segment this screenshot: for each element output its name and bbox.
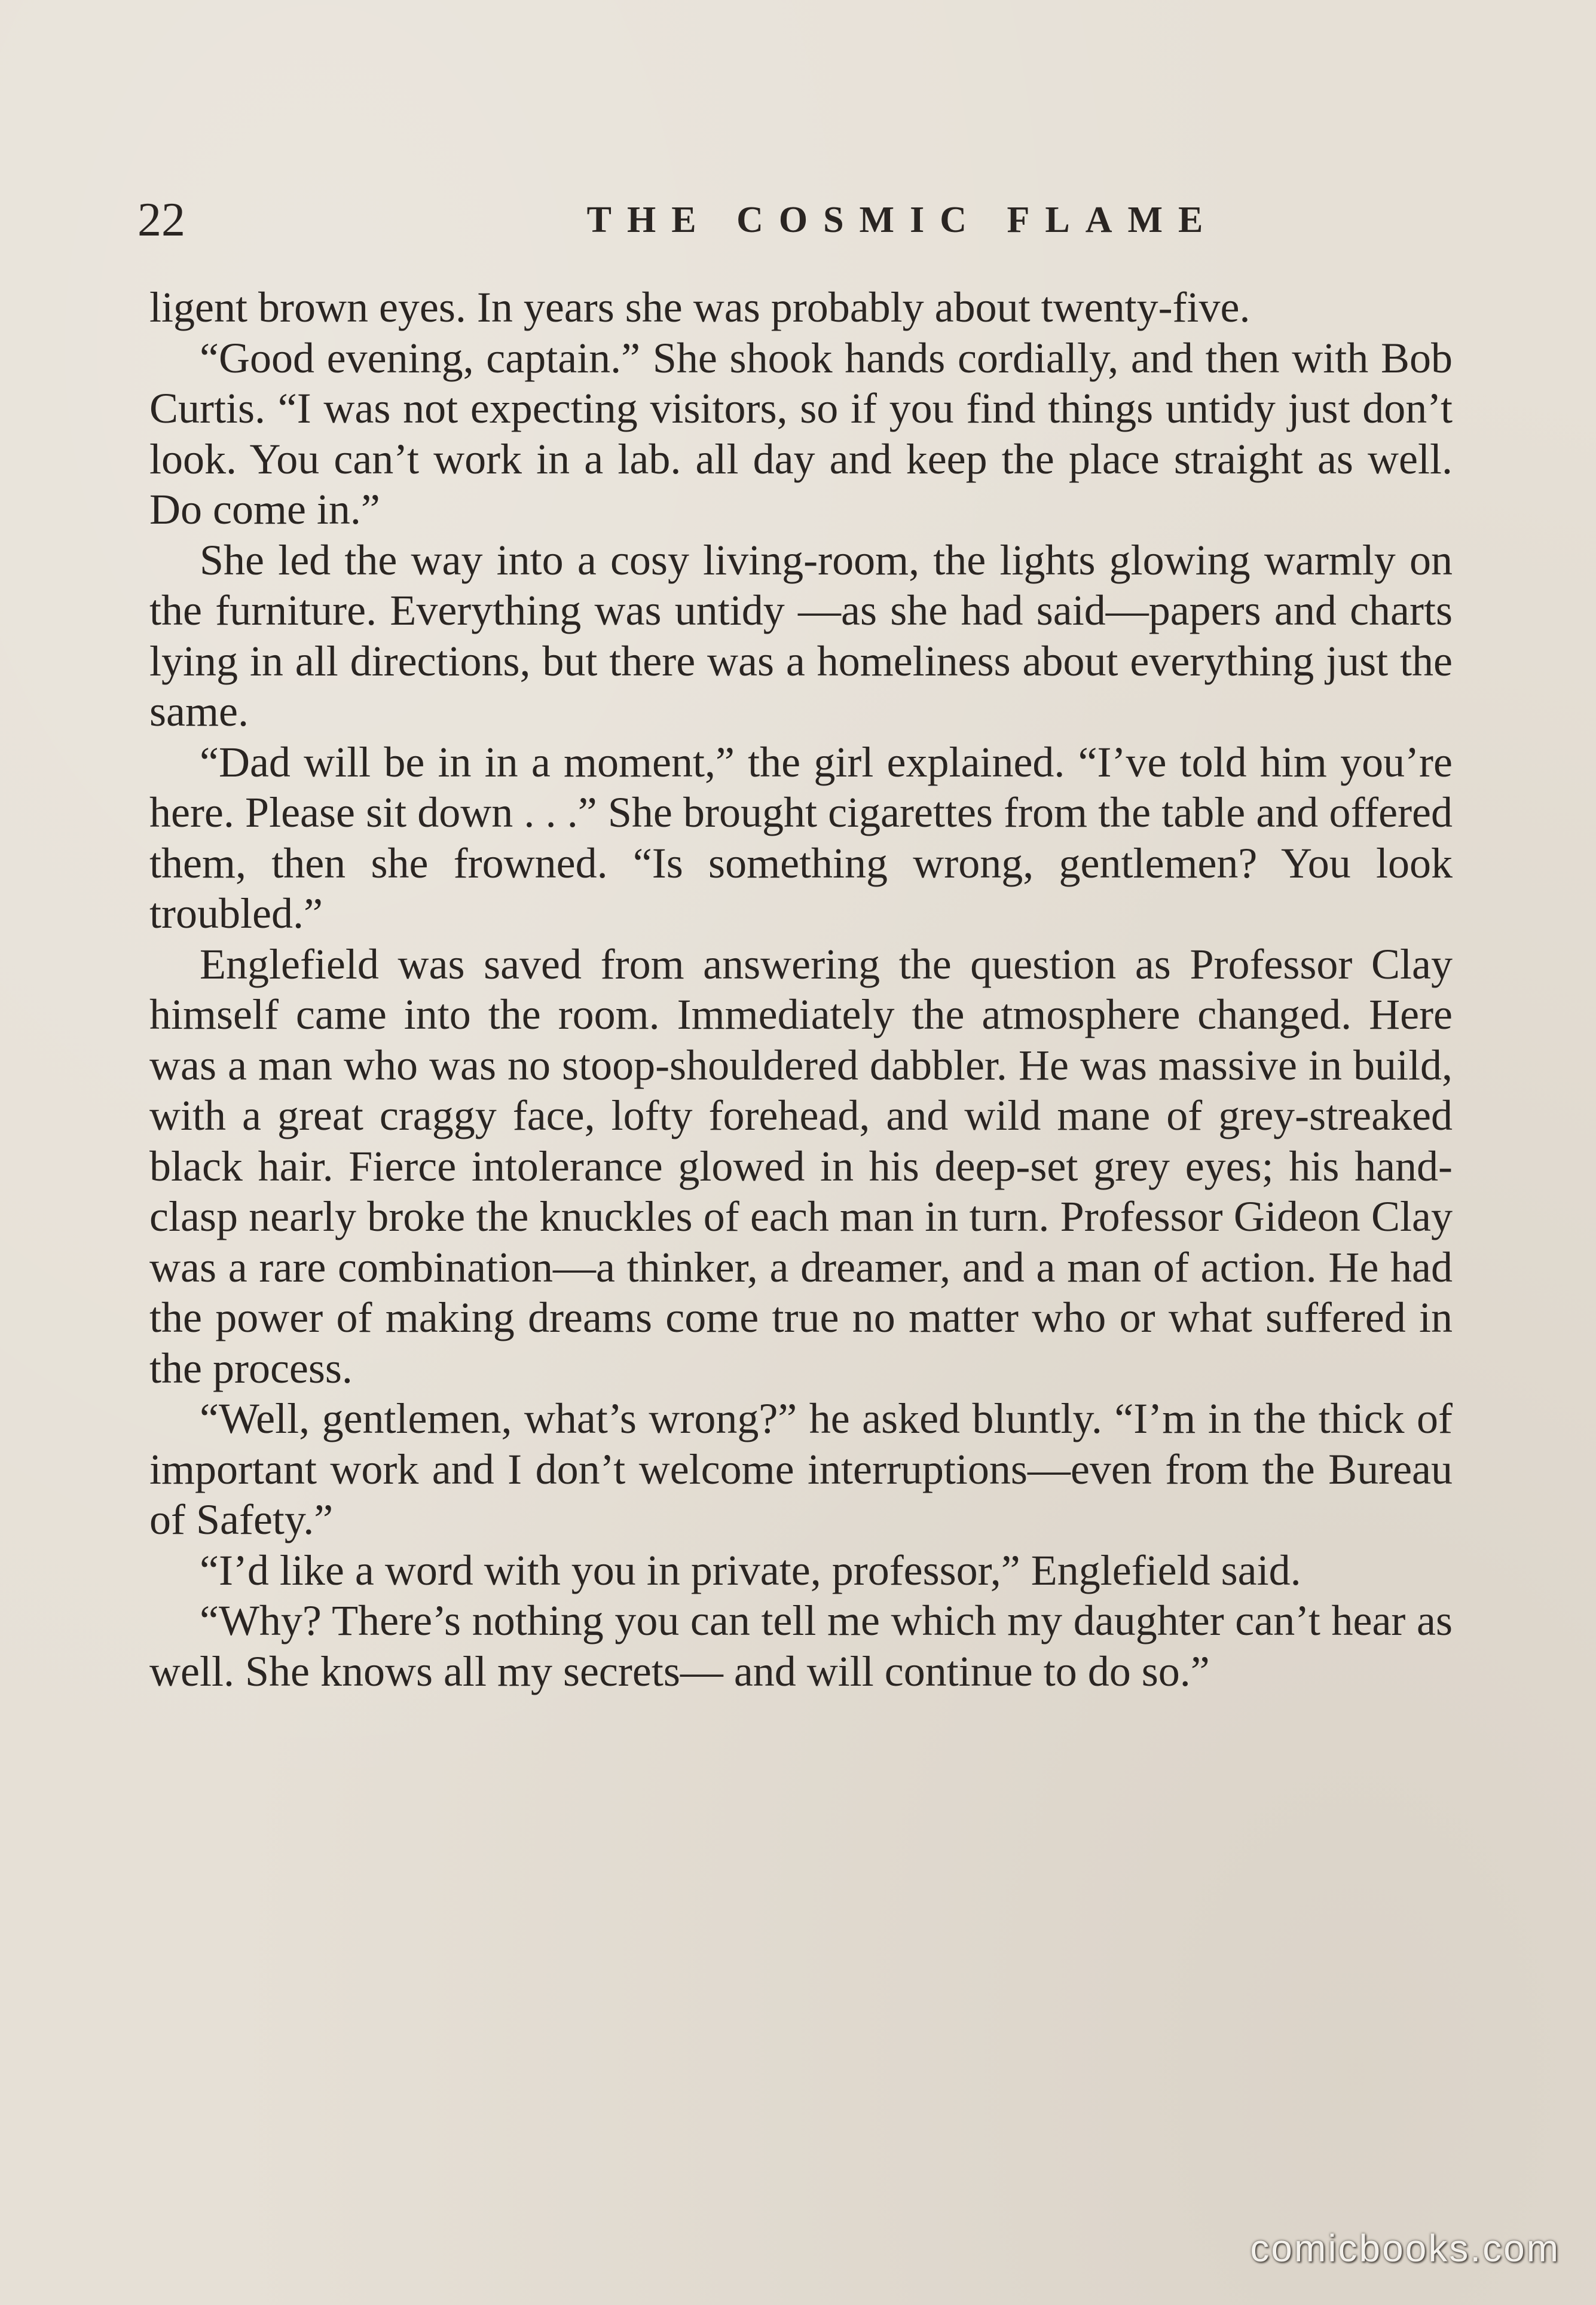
paragraph: “I’d like a word with you in private, professor,” Englefield said. [200, 1546, 1301, 1594]
paragraph: “Why? There’s nothing you can tell me which my daughter can’t hear as well. She knows all my secrets— and will continue to do so.” [149, 1597, 1453, 1695]
page-header [137, 190, 1453, 250]
page-number: 22 [137, 194, 185, 246]
paragraph: “Well, gentlemen, what’s wrong?” he asked bluntly. “I’m in the thick of important work and I don’t welcome interruptions—even from the Bureau of Safety.” [149, 1395, 1453, 1543]
paragraph: “Dad will be in in a moment,” the girl explained. “I’ve told him you’re here. Please sit down . . .” She brought cigarettes from the table and offered them, then she frowned. “Is something wrong, gentlemen? You look troubled.” [149, 738, 1453, 937]
paragraph: Englefield was saved from answering the question as Professor Clay himself came into the room. Immediately the atmosphere changed. Here was a man who was no stoop-shouldered dabbler. He was massive in build, with a great craggy face, lofty forehead, and wild mane of grey-streaked black hair. Fierce intolerance glowed in his deep-set grey eyes; his hand-clasp nearly broke the knuckles of each man in turn. Professor Gideon Clay was a rare combination—a thinker, a dreamer, and a man of action. He had the power of making dreams come true no matter who or what suffered in the process. [149, 940, 1453, 1392]
paragraph: “Good evening, captain.” She shook hands cordially, and then with Bob Curtis. “I was not expecting visitors, so if you find things untidy just don’t look. You can’t work in a lab. all day and keep the place straight as well. Do come in.” [149, 334, 1453, 533]
paragraph: She led the way into a cosy living-room, the lights glowing warmly on the furniture. Everything was untidy —as she had said—papers and charts lying in all directions, but there was a homeliness about everything just the same. [149, 536, 1453, 735]
paragraph: ligent brown eyes. In years she was probably about twenty-five. [149, 283, 1250, 331]
running-title: THE COSMIC FLAME [586, 200, 1219, 240]
watermark: comicbooks.com [1250, 2227, 1560, 2270]
body-text [149, 282, 1453, 1696]
